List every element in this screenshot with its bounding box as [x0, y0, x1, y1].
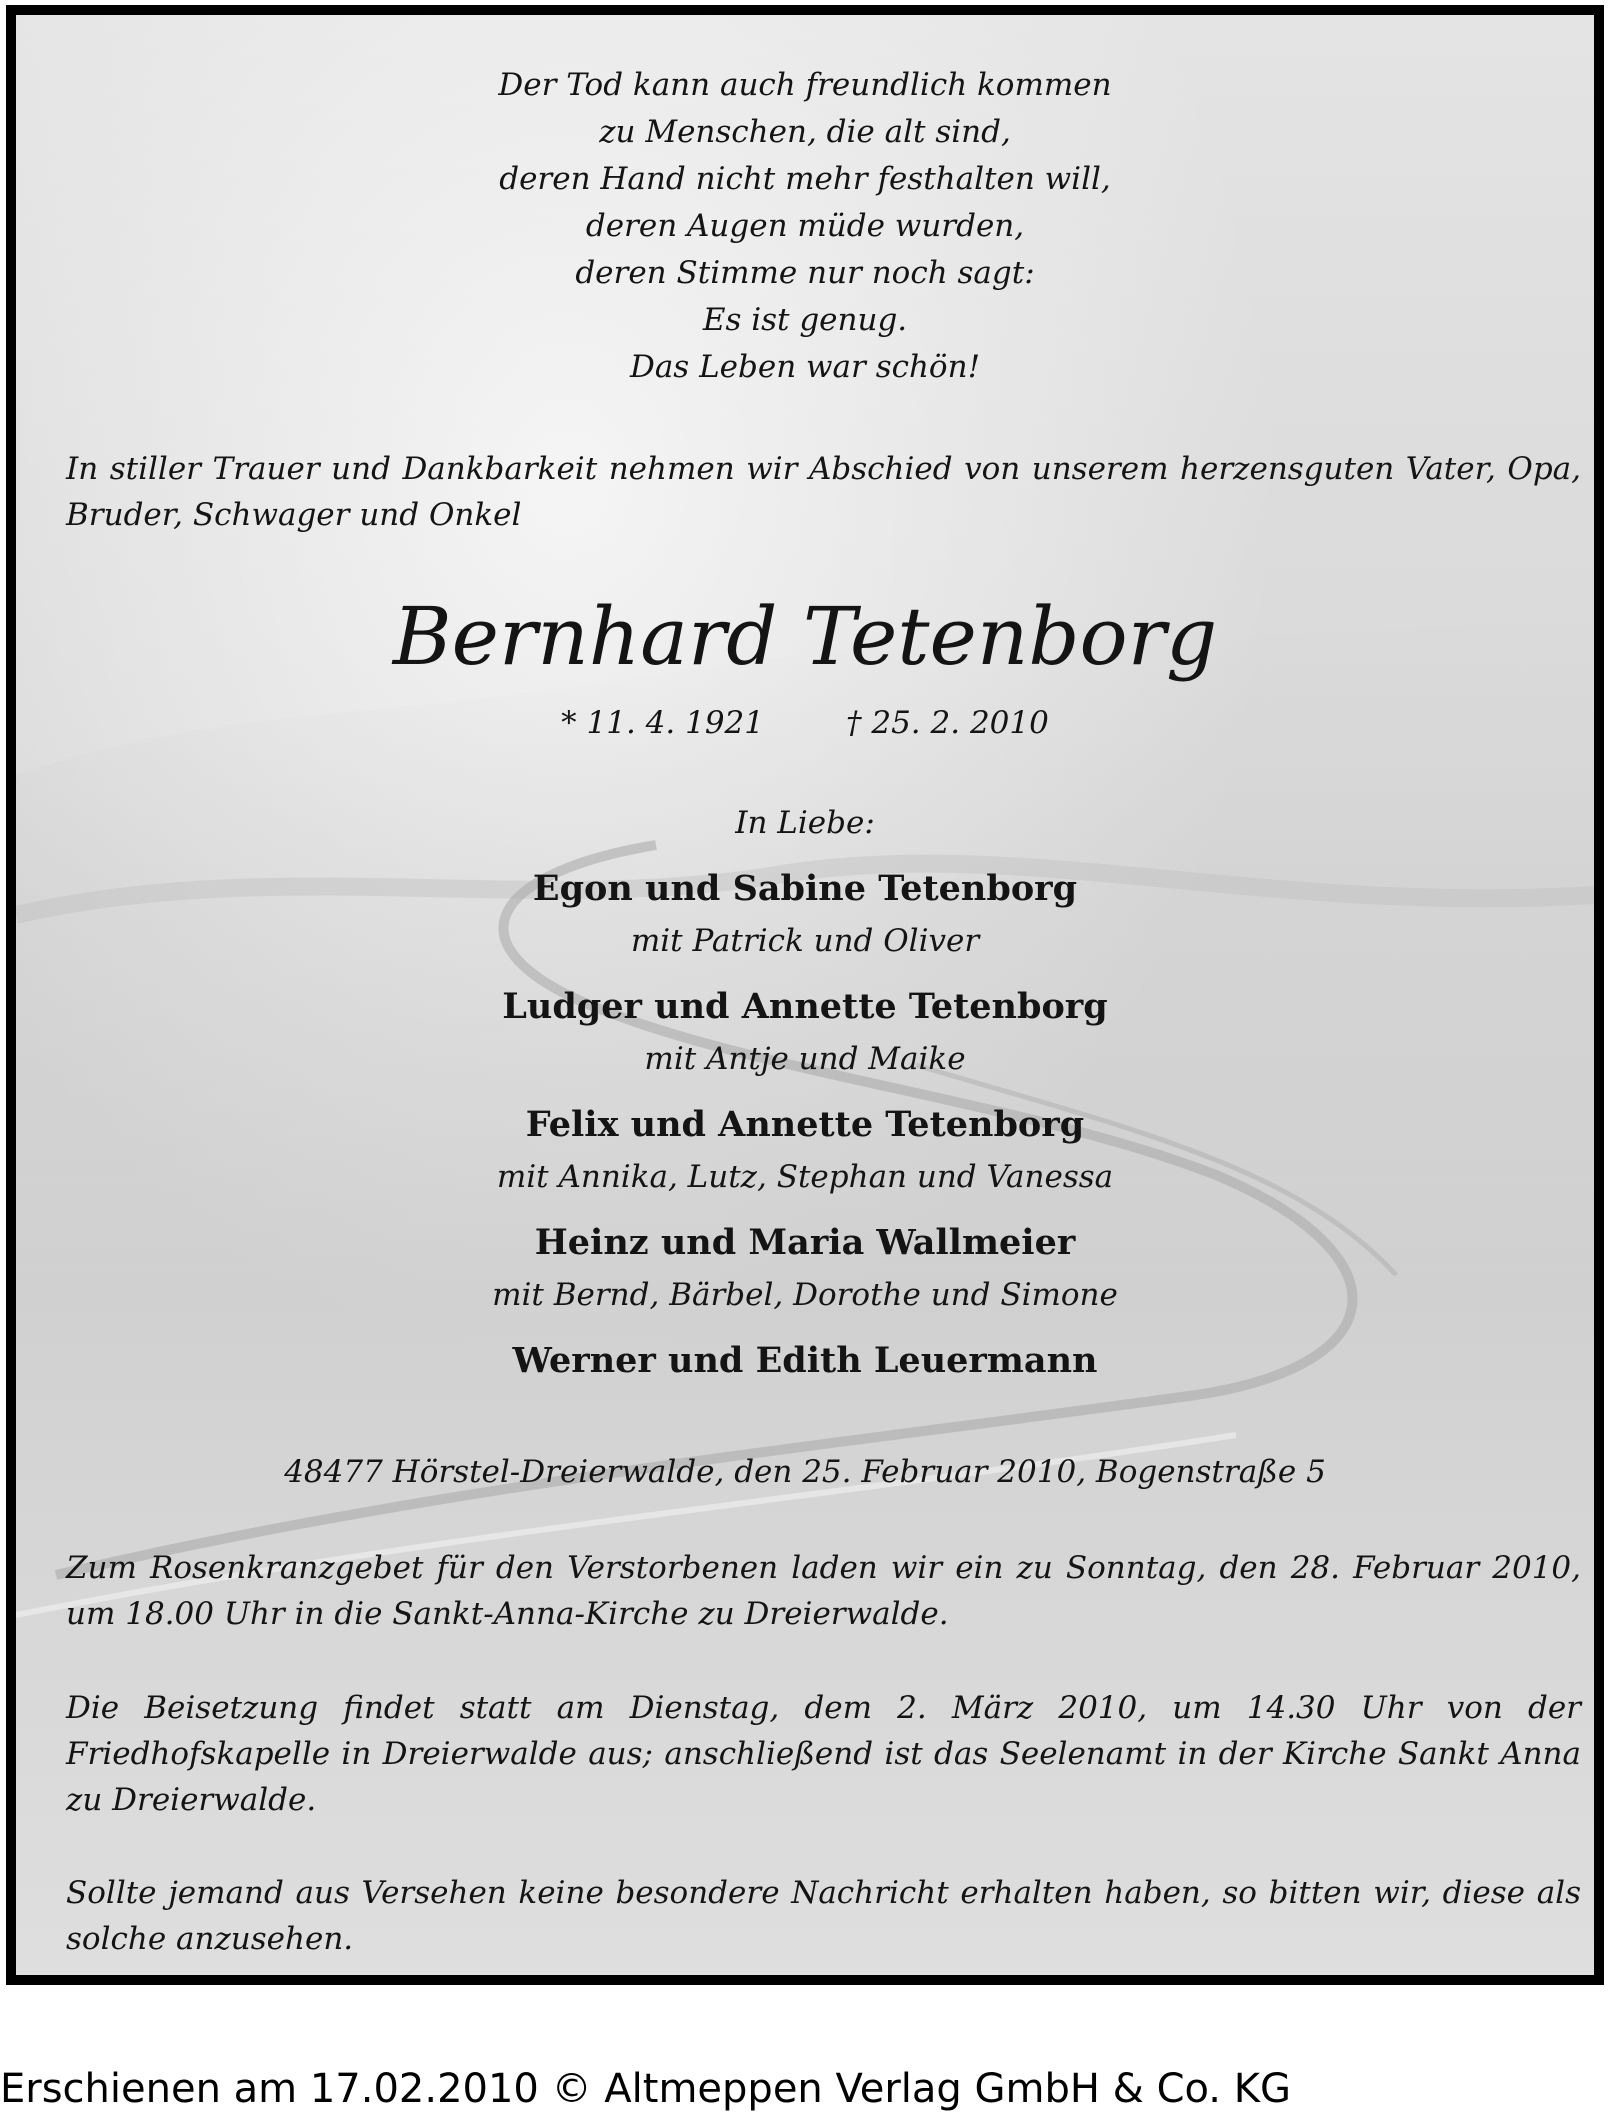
mourner-children: mit Bernd, Bärbel, Dorothe und Simone: [492, 1277, 1118, 1313]
poem-line: Das Leben war schön!: [629, 349, 981, 385]
mourner-group: [16, 1335, 1594, 1387]
mourner-group: [16, 863, 1594, 967]
mourner-name: Ludger und Annette Tetenborg: [502, 986, 1108, 1027]
death-date: † 25. 2. 2010: [846, 705, 1049, 741]
burial-info: Die Beisetzung findet statt am Dienstag, dem 2. März 2010, um 14.30 Uhr von der Friedhofskapelle in Dreierwalde aus; anschließend ist das Seelenamt in der Kirche Sankt Anna zu Dreierwalde.: [66, 1690, 1581, 1818]
poem-line: Der Tod kann auch freundlich kommen: [498, 67, 1112, 103]
mourner-name: Werner und Edith Leuermann: [512, 1340, 1098, 1381]
place-and-date: 48477 Hörstel-Dreierwalde, den 25. Februar 2010, Bogenstraße 5: [284, 1454, 1326, 1490]
birth-date: * 11. 4. 1921: [561, 705, 764, 741]
rosary-info: Zum Rosenkranzgebet für den Verstorbenen laden wir ein zu Sonntag, den 28. Februar 2010, um 18.00 Uhr in die Sankt-Anna-Kirche zu Dreierwalde.: [66, 1550, 1581, 1632]
poem-line: deren Stimme nur noch sagt:: [575, 255, 1035, 291]
poem-line: zu Menschen, die alt sind,: [599, 114, 1011, 150]
poem-line: deren Hand nicht mehr festhalten will,: [499, 161, 1111, 197]
mourner-name: Egon und Sabine Tetenborg: [532, 868, 1078, 909]
mourner-children: mit Antje und Maike: [644, 1041, 966, 1077]
publication-footer: Erschienen am 17.02.2010 © Altmeppen Verlag GmbH & Co. KG: [0, 2066, 1291, 2112]
mourner-children: mit Annika, Lutz, Stephan und Vanessa: [496, 1159, 1114, 1195]
mourner-group: [16, 981, 1594, 1085]
intro-text: In stiller Trauer und Dankbarkeit nehmen wir Abschied von unserem herzensguten Vater, Opa, Bruder, Schwager und Onkel: [66, 451, 1581, 533]
mourner-group: [16, 1099, 1594, 1203]
obituary-notice: [6, 5, 1604, 1985]
poem-line: deren Augen müde wurden,: [585, 208, 1025, 244]
mourners-list: [16, 863, 1594, 1401]
mourner-name: Felix und Annette Tetenborg: [525, 1104, 1085, 1145]
poem: [16, 62, 1594, 391]
mourner-group: [16, 1217, 1594, 1321]
mourner-name: Heinz und Maria Wallmeier: [534, 1222, 1076, 1263]
deceased-name: Bernhard Tetenborg: [392, 590, 1218, 683]
poem-line: Es ist genug.: [702, 302, 908, 338]
notification-note: Sollte jemand aus Versehen keine besondere Nachricht erhalten haben, so bitten wir, diese als solche anzusehen.: [66, 1875, 1581, 1957]
in-love-label: In Liebe:: [735, 805, 875, 841]
life-dates: [16, 701, 1594, 745]
mourner-children: mit Patrick und Oliver: [630, 923, 980, 959]
